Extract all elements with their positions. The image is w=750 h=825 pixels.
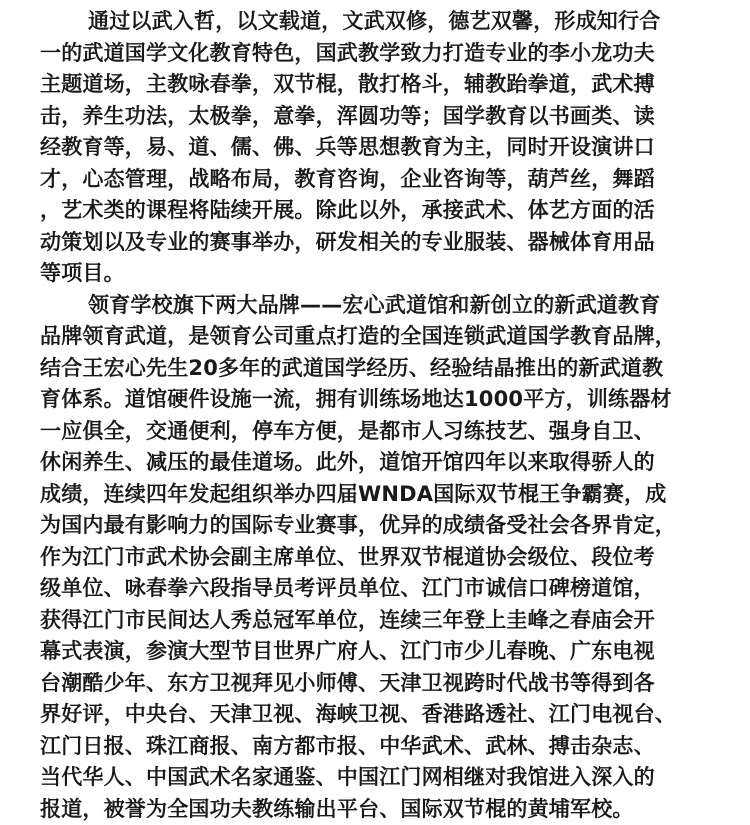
paragraph-2-line-5: 一应俱全，交通便利，停车方便，是都市人习练技艺、强身自卫、 xyxy=(0,416,750,448)
paragraph-2-line-14: 界好评，中央台、天津卫视、海峡卫视、香港路透社、江门电视台、 xyxy=(0,699,750,731)
paragraph-2-line-7: 成绩，连续四年发起组织举办四届WNDA国际双节棍王争霸赛，成 xyxy=(0,479,750,511)
paragraph-1-line-8: 动策划以及专业的赛事举办，研发相关的专业服装、器械体育用品 xyxy=(0,227,750,259)
paragraph-2-line-8: 为国内最有影响力的国际专业赛事，优异的成绩备受社会各界肯定， xyxy=(0,510,750,542)
paragraph-2-line-16: 当代华人、中国武术名家通鉴、中国江门网相继对我馆进入深入的 xyxy=(0,762,750,794)
paragraph-2-line-3: 结合王宏心先生20多年的武道国学经历、经验结晶推出的新武道教 xyxy=(0,353,750,385)
paragraph-2-line-4: 育体系。道馆硬件设施一流，拥有训练场地达1000平方，训练器材 xyxy=(0,384,750,416)
paragraph-2-line-6: 休闲养生、减压的最佳道场。此外，道馆开馆四年以来取得骄人的 xyxy=(0,447,750,479)
document-body xyxy=(0,6,750,825)
paragraph-1-line-1: 通过以武入哲，以文载道，文武双修，德艺双馨，形成知行合 xyxy=(0,6,750,38)
paragraph-2-line-10: 级单位、咏春拳六段指导员考评员单位、江门市诚信口碑榜道馆， xyxy=(0,573,750,605)
paragraph-1-line-9: 等项目。 xyxy=(0,258,750,290)
paragraph-2-line-1: 领育学校旗下两大品牌——宏心武道馆和新创立的新武道教育 xyxy=(0,290,750,322)
paragraph-1-line-6: 才，心态管理，战略布局，教育咨询，企业咨询等，葫芦丝，舞蹈 xyxy=(0,164,750,196)
paragraph-2-line-11: 获得江门市民间达人秀总冠军单位，连续三年登上圭峰之春庙会开 xyxy=(0,605,750,637)
paragraph-2-line-2: 品牌领育武道，是领育公司重点打造的全国连锁武道国学教育品牌， xyxy=(0,321,750,353)
paragraph-2-line-9: 作为江门市武术协会副主席单位、世界双节棍道协会级位、段位考 xyxy=(0,542,750,574)
paragraph-1-line-7: ，艺术类的课程将陆续开展。除此以外，承接武术、体艺方面的活 xyxy=(0,195,750,227)
paragraph-1-line-3: 主题道场，主教咏春拳，双节棍，散打格斗，辅教跆拳道，武术搏 xyxy=(0,69,750,101)
paragraph-2-line-13: 台潮酷少年、东方卫视拜见小师傅、天津卫视跨时代战书等得到各 xyxy=(0,668,750,700)
paragraph-1-line-5: 经教育等，易、道、儒、佛、兵等思想教育为主，同时开设演讲口 xyxy=(0,132,750,164)
paragraph-2-line-12: 幕式表演，参演大型节目世界广府人、江门市少儿春晚、广东电视 xyxy=(0,636,750,668)
paragraph-1-line-4: 击，养生功法，太极拳，意拳，浑圆功等；国学教育以书画类、读 xyxy=(0,101,750,133)
paragraph-2-line-17: 报道，被誉为全国功夫教练输出平台、国际双节棍的黄埔军校。 xyxy=(0,794,750,825)
paragraph-1-line-2: 一的武道国学文化教育特色，国武教学致力打造专业的李小龙功夫 xyxy=(0,38,750,70)
paragraph-2-line-15: 江门日报、珠江商报、南方都市报、中华武术、武林、搏击杂志、 xyxy=(0,731,750,763)
